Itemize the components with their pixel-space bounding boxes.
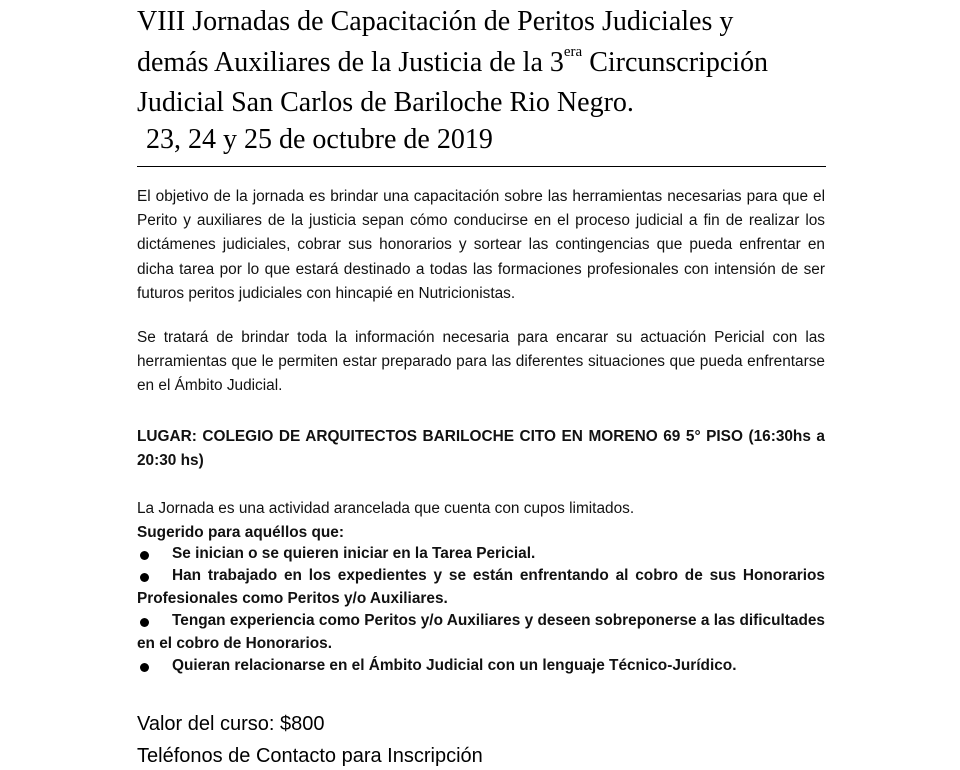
list-item-text: Han trabajado en los expedientes y se están enfrentando al cobro de sus Honorarios Profesionales como Peritos y/o Auxiliares. (137, 567, 825, 607)
title-divider (137, 166, 826, 167)
list-item-text: Se inician o se quieren iniciar en la Tarea Pericial. (172, 545, 536, 562)
list-item-text: Quieran relacionarse en el Ámbito Judicial con un lenguaje Técnico-Jurídico. (172, 657, 737, 675)
list-item (137, 543, 825, 565)
event-date: 23, 24 y 25 de octubre de 2019 (146, 124, 493, 155)
title-superscript: era (563, 44, 583, 61)
list-item-text: Tengan experiencia como Peritos y/o Auxiliares y deseen sobreponerse a las dificultades en el cobro de Honorarios. (137, 612, 825, 652)
bullet-icon (140, 551, 149, 560)
course-price: Valor del curso: $800 (137, 713, 325, 735)
list-item (137, 655, 825, 677)
document-title (137, 2, 857, 124)
bullet-icon (140, 618, 149, 627)
list-item (137, 565, 825, 610)
fee-notice: La Jornada es una actividad arancelada que cuenta con cupos limitados. (137, 500, 635, 517)
title-line-3: Judicial San Carlos de Bariloche Rio Negro. (137, 87, 634, 118)
bullet-icon (140, 663, 149, 672)
contact-line-partial: Teléfonos de Contacto para Inscripción (137, 745, 483, 767)
title-line-2-after: Circunscripción (582, 46, 769, 78)
title-line-1: VIII Jornadas de Capacitación de Peritos Judiciales y (137, 6, 734, 37)
objective-paragraph: El objetivo de la jornada es brindar una capacitación sobre las herramientas necesarias para que el Perito y auxiliares de la justicia sepan cómo conducirse en el proceso judicial a fin de realizar los dictámenes judiciales, cobrar sus honorarios y sortear las contingencias que pueda enfrentar en dicha tarea por lo que estará destinado a todas las formaciones profesionales con intensión de ser futuros peritos judiciales con hincapié en Nutricionistas. (137, 188, 825, 302)
bullet-icon (140, 573, 149, 582)
title-line-2-before: demás Auxiliares de la Justicia de la 3 (137, 46, 564, 78)
suggested-list (137, 543, 825, 677)
list-item (137, 610, 825, 655)
information-paragraph: Se tratará de brindar toda la información necesaria para encarar su actuación Pericial con las herramientas que le permiten estar preparado para las diferentes situaciones que pueda enfrentarse en el Ámbito Judicial. (137, 329, 825, 395)
suggested-heading: Sugerido para aquéllos que: (137, 524, 344, 541)
venue-text: LUGAR: COLEGIO DE ARQUITECTOS BARILOCHE CITO EN MORENO 69 5° PISO (16:30hs a 20:30 hs) (137, 428, 825, 470)
